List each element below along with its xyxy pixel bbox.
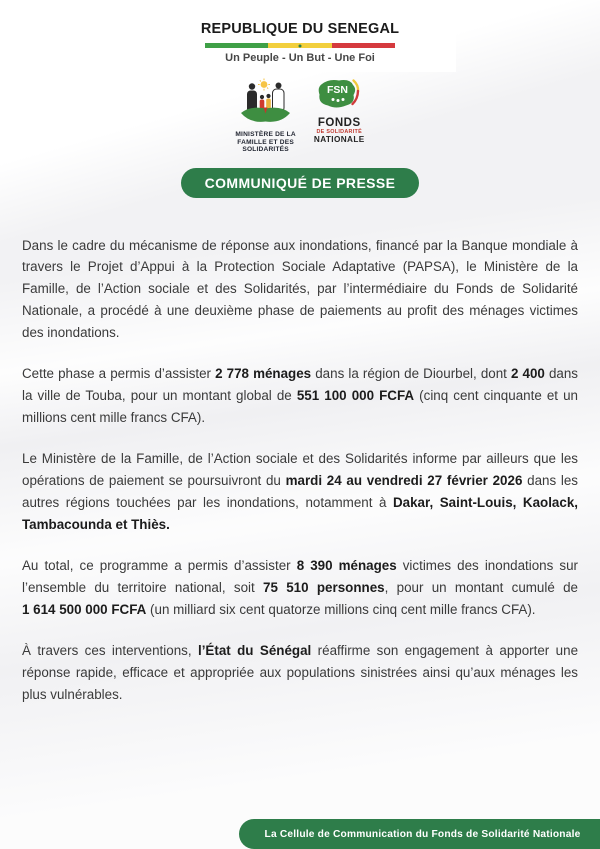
ministry-name-line2: FAMILLE ET DES bbox=[237, 138, 294, 146]
fsn-name-line1: FONDS bbox=[317, 117, 361, 129]
press-release-banner: COMMUNIQUÉ DE PRESSE bbox=[181, 168, 420, 198]
flag-green-segment bbox=[205, 43, 268, 48]
fsn-logo bbox=[314, 78, 365, 144]
paragraphs-container bbox=[22, 235, 578, 706]
ministry-name bbox=[235, 131, 296, 154]
fsn-map-icon bbox=[316, 78, 362, 111]
body-paragraph: À travers ces interventions, l’État du Sénégal réaffirme son engagement à apporter une réponse rapide, efficace et appropriée aux populations sinistrées ainsi qu’aux ménages les plus vulnérables. bbox=[22, 643, 579, 702]
government-header bbox=[144, 14, 456, 72]
body-paragraph: Cette phase a permis d’assister 2 778 ménages dans la région de Diourbel, dont 2 400 dans la ville de Touba, pour un montant global de 551 100 000 FCFA (cinq cent cinquante et un millions cent mille francs CFA). bbox=[22, 366, 578, 425]
fsn-name-line2: DE SOLIDARITÉ bbox=[316, 129, 363, 135]
fsn-acronym: FSN bbox=[327, 84, 349, 96]
family-figures-icon bbox=[239, 78, 293, 124]
ministry-logo bbox=[235, 78, 296, 154]
ministry-name-line3: SOLIDARITÉS bbox=[242, 146, 289, 154]
footer-credit-tab: La Cellule de Communication du Fonds de Solidarité Nationale bbox=[239, 819, 600, 849]
flag-red-segment bbox=[332, 43, 395, 48]
fsn-name-line3: NATIONALE bbox=[313, 135, 365, 144]
ministry-name-line1: MINISTÈRE DE LA bbox=[235, 131, 296, 138]
flag-star-icon bbox=[299, 44, 302, 47]
national-motto: Un Peuple - Un But - Une Foi bbox=[225, 52, 375, 64]
body-paragraph: Le Ministère de la Famille, de l’Action sociale et des Solidarités informe par ailleurs que les opérations de paiement se poursuivront du mardi 24 au vendredi 27 février 2026 dans les autres régions touchées par les inondations, notamment à Dakar, Saint-Louis, Kaolack, Tambacounda et Thiès. bbox=[22, 451, 578, 532]
logos-row bbox=[0, 78, 600, 154]
press-release-body bbox=[22, 235, 578, 706]
body-paragraph: Dans le cadre du mécanisme de réponse aux inondations, financé par la Banque mondiale à travers le Projet d’Appui à la Protection Sociale Adaptative (PAPSA), le Ministère de la Famille, de l’Action sociale et des Solidarités, par l’intermédiaire du Fonds de Solidarité Nationale, a procédé à une deuxième phase de paiements au profit des ménages victimes des inondations. bbox=[22, 237, 578, 340]
country-title: REPUBLIQUE DU SENEGAL bbox=[200, 21, 400, 37]
senegal-flag-bar bbox=[205, 43, 395, 48]
body-paragraph: Au total, ce programme a permis d’assister 8 390 ménages victimes des inondations sur l’ensemble du territoire national, soit 75 510 personnes, pour un montant cumulé de 1 614 500 000 FCFA (un milliard six cent quatorze millions cinq cent mille francs CFA). bbox=[22, 558, 578, 617]
